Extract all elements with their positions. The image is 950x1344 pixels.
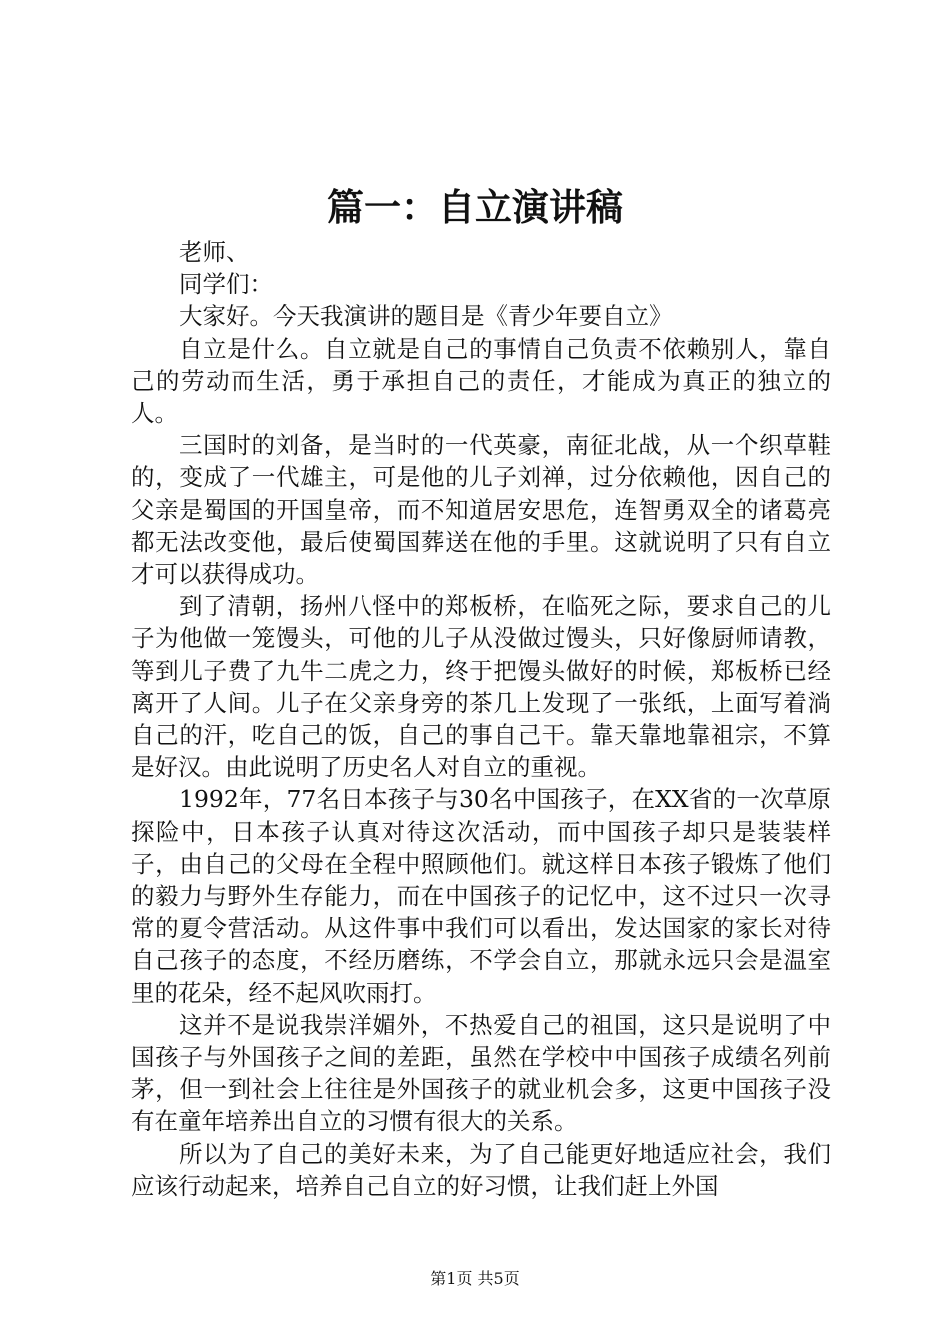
body-paragraph: 到了清朝，扬州八怪中的郑板桥，在临死之际，要求自己的儿子为他做一笼馒头，可他的儿子从没做过馒头，只好像厨师请教，等到儿子费了九牛二虎之力，终于把馒头做好的时候，郑板桥已经离开了人间。儿子在父亲身旁的茶几上发现了一张纸，上面写着淌自己的汗，吃自己的饭，自己的事自己干。靠天靠地靠祖宗，不算是好汉。由此说明了历史名人对自立的重视。 xyxy=(131,592,831,782)
document-title: 篇一：自立演讲稿 xyxy=(327,186,623,229)
page-footer: 第1页 共5页 xyxy=(430,1269,520,1288)
salutation-line: 同学们： xyxy=(179,270,273,299)
body-paragraph: 这并不是说我崇洋媚外，不热爱自己的祖国，这只是说明了中国孩子与外国孩子之间的差距，虽然在学校中中国孩子成绩名列前茅，但一到社会上往往是外国孩子的就业机会多，这更中国孩子没有在童年培养出自立的习惯有很大的关系。 xyxy=(131,1010,831,1136)
opening-line: 大家好。今天我演讲的题目是《青少年要自立》 xyxy=(179,302,673,331)
document-body xyxy=(131,236,831,1202)
body-paragraph: 1992年，77名日本孩子与30名中国孩子，在XX省的一次草原探险中，日本孩子认真对待这次活动，而中国孩子却只是装装样子，由自己的父母在全程中照顾他们。就这样日本孩子锻炼了他们的毅力与野外生存能力，而在中国孩子的记忆中，这不过只一次寻常的夏令营活动。从这件事中我们可以看出，发达国家的家长对待自己孩子的态度，不经历磨练，不学会自立，那就永远只会是温室里的花朵，经不起风吹雨打。 xyxy=(131,785,831,1007)
body-paragraph: 所以为了自己的美好未来，为了自己能更好地适应社会，我们应该行动起来，培养自己自立的好习惯，让我们赶上外国 xyxy=(131,1139,831,1200)
body-paragraph: 自立是什么。自立就是自己的事情自己负责不依赖别人，靠自己的劳动而生活，勇于承担自己的责任，才能成为真正的独立的人。 xyxy=(131,334,831,428)
body-paragraph: 三国时的刘备，是当时的一代英豪，南征北战，从一个织草鞋的，变成了一代雄主，可是他的儿子刘禅，过分依赖他，因自己的父亲是蜀国的开国皇帝，而不知道居安思危，连智勇双全的诸葛亮都无法改变他，最后使蜀国葬送在他的手里。这就说明了只有自立才可以获得成功。 xyxy=(131,431,831,589)
salutation-line: 老师、 xyxy=(179,238,250,266)
